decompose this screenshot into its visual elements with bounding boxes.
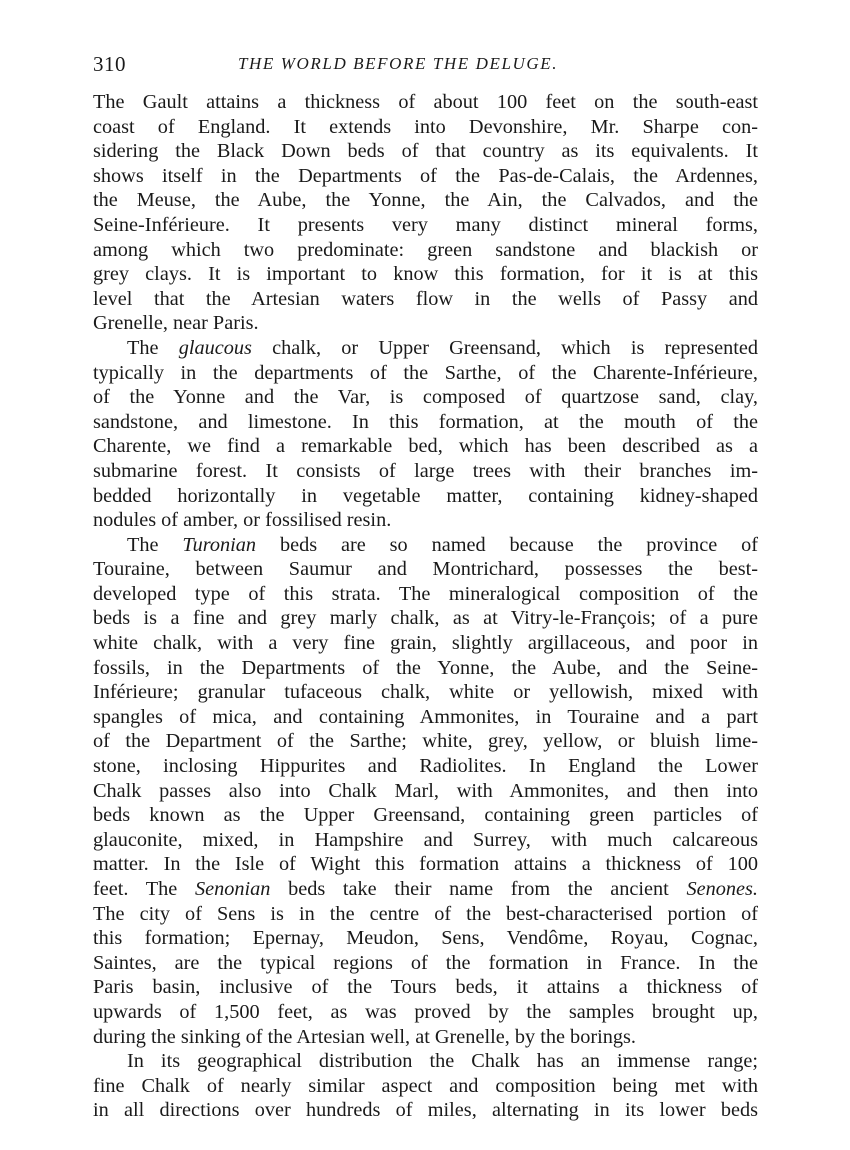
- text-line: beds is a fine and grey marly chalk, as at Vitry-le-François; of a pure: [93, 607, 758, 630]
- text-line: Touraine, between Saumur and Montrichard, possesses the best-: [93, 558, 758, 581]
- text-line: Inférieure; granular tufaceous chalk, white or yellowish, mixed with: [93, 681, 758, 704]
- text-line: during the sinking of the Artesian well, at Grenelle, by the borings.: [93, 1025, 636, 1048]
- text-line: Seine-Inférieure. It presents very many distinct mineral forms,: [93, 213, 758, 236]
- text-line: among which two predominate: green sandstone and blackish or: [93, 238, 758, 261]
- paragraph: [93, 533, 758, 1049]
- paragraph: [93, 336, 758, 533]
- text-line: glauconite, mixed, in Hampshire and Surrey, with much calcareous: [93, 828, 758, 851]
- text-line: level that the Artesian waters flow in the wells of Passy and: [93, 287, 758, 310]
- italic-term: Turonian: [182, 533, 257, 556]
- text-line: In its geographical distribution the Chalk has an immense range;: [127, 1050, 758, 1073]
- running-title: THE WORLD BEFORE THE DELUGE.: [238, 54, 559, 73]
- text-line: nodules of amber, or fossilised resin.: [93, 509, 392, 532]
- text-line: typically in the departments of the Sarthe, of the Charente-Inférieure,: [93, 361, 758, 384]
- text-line: Paris basin, inclusive of the Tours beds, it attains a thickness of: [93, 976, 758, 999]
- text-line: Chalk passes also into Chalk Marl, with Ammonites, and then into: [93, 779, 758, 802]
- italic-term: Senones.: [686, 878, 758, 900]
- text-line: of the Department of the Sarthe; white, grey, yellow, or bluish lime-: [93, 730, 758, 753]
- text-line: fine Chalk of nearly similar aspect and composition being met with: [93, 1074, 758, 1097]
- text-line: this formation; Epernay, Meudon, Sens, Vendôme, Royau, Cognac,: [93, 927, 758, 950]
- text-line: fossils, in the Departments of the Yonne, the Aube, and the Seine-: [93, 656, 758, 679]
- text-line: of the Yonne and the Var, is composed of quartzose sand, clay,: [93, 386, 758, 409]
- text-line: upwards of 1,500 feet, as was proved by the samples brought up,: [93, 1000, 758, 1023]
- text-line: stone, inclosing Hippurites and Radiolites. In England the Lower: [93, 755, 758, 778]
- text-line: feet. The Senonian beds take their name from the ancient Senones.: [93, 878, 758, 900]
- italic-term: glaucous: [178, 336, 252, 359]
- paragraph: [93, 1049, 758, 1123]
- text-line: white chalk, with a very fine grain, slightly argillaceous, and poor in: [93, 632, 758, 655]
- text-line: The Turonian beds are so named because the province of: [127, 533, 758, 556]
- text-line: matter. In the Isle of Wight this formation attains a thickness of 100: [93, 853, 758, 876]
- text-line: sandstone, and limestone. In this formation, at the mouth of the: [93, 410, 758, 433]
- text-line: the Meuse, the Aube, the Yonne, the Ain, the Calvados, and the: [93, 189, 758, 212]
- text-line: spangles of mica, and containing Ammonites, in Touraine and a part: [93, 705, 758, 728]
- italic-term: Senonian: [194, 878, 271, 900]
- paragraph: [93, 90, 758, 336]
- text-line: in all directions over hundreds of miles, alternating in its lower beds: [93, 1099, 758, 1122]
- text-line: Grenelle, near Paris.: [93, 312, 259, 335]
- text-line: Saintes, are the typical regions of the formation in France. In the: [93, 951, 758, 974]
- text-line: shows itself in the Departments of the Pas-de-Calais, the Ardennes,: [93, 164, 758, 187]
- text-line: The glaucous chalk, or Upper Greensand, which is represented: [127, 336, 758, 359]
- text-line: sidering the Black Down beds of that country as its equivalents. It: [93, 140, 758, 163]
- text-line: grey clays. It is important to know this formation, for it is at this: [93, 263, 758, 286]
- running-head: [93, 52, 758, 82]
- text-line: The city of Sens is in the centre of the best-characterised portion of: [93, 902, 758, 925]
- text-line: The Gault attains a thickness of about 100 feet on the south-east: [93, 91, 758, 113]
- body-text: [93, 90, 758, 1123]
- page-number: 310: [93, 52, 126, 76]
- text-line: coast of England. It extends into Devonshire, Mr. Sharpe con-: [93, 115, 758, 138]
- book-page: [93, 52, 758, 1123]
- text-line: beds known as the Upper Greensand, containing green particles of: [93, 804, 758, 827]
- text-line: bedded horizontally in vegetable matter, containing kidney-shaped: [93, 484, 758, 507]
- text-line: developed type of this strata. The mineralogical composition of the: [93, 582, 758, 605]
- text-line: Charente, we find a remarkable bed, which has been described as a: [93, 435, 758, 458]
- text-line: submarine forest. It consists of large trees with their branches im-: [93, 459, 758, 482]
